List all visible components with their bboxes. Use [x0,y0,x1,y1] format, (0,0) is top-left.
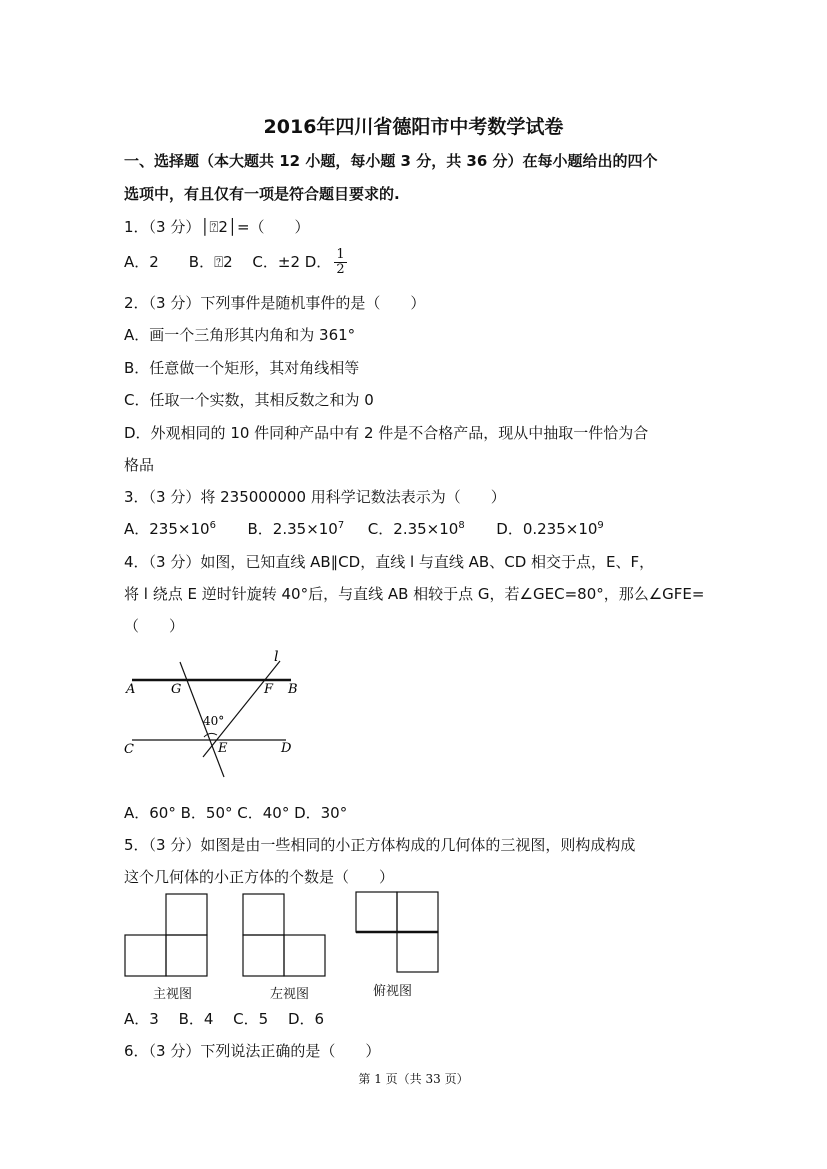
front-view [125,894,207,976]
q3-option-c [368,520,465,538]
q6-stem: 6．（3 分）下列说法正确的是（ ） [124,1042,381,1060]
q3-option-b [248,520,345,538]
left-view [243,894,325,976]
q3-option-a [124,520,216,538]
label-c: C [124,742,134,757]
q4-stem-line3: （ ） [124,617,185,635]
q3-option-a-exponent: 6 [209,520,216,531]
q2-option-d-line2: 格品 [124,456,155,474]
q4-figure [118,645,318,785]
q5-stem-line1: 5．（3 分）如图是由一些相同的小正方体构成的几何体的三视图，则构成构成 [124,836,636,854]
label-g: G [171,682,182,697]
q3-option-c-base: C．2.35×10 [367,520,459,538]
q1-fraction-numerator: 1 [336,247,345,262]
label-f: F [264,682,274,697]
q3-options [124,518,604,539]
angle-arc [204,733,217,737]
q3-option-b-base: B．2.35×10 [247,520,338,538]
label-a: A [126,682,136,697]
q2-option-d-line1: D．外观相同的 10 件同种产品中有 2 件是不合格产品，现从中抽取一件恰为合 [124,424,649,442]
label-b: B [288,682,298,697]
q2-stem: 2．（3 分）下列事件是随机事件的是（ ） [124,294,426,312]
q3-option-c-exponent: 8 [458,520,465,531]
q3-option-d [496,520,604,538]
label-l: l [274,649,279,665]
front-view-label: 主视图 [153,987,193,1002]
q5-stem-line2: 这个几何体的小正方体的个数是（ ） [124,868,395,886]
section-heading-line1: 一、选择题（本大题共 12 小题，每小题 3 分，共 36 分）在每小题给出的四个 [124,152,658,170]
q3-stem: 3．（3 分）将 235000000 用科学记数法表示为（ ） [124,488,506,506]
page-title: 2016年四川省德阳市中考数学试卷 [263,116,564,138]
q3-option-d-base: D．0.235×10 [496,520,598,538]
q3-option-b-exponent: 7 [337,520,345,531]
top-view-label: 俯视图 [373,984,413,999]
q4-stem-line2: 将 l 绕点 E 逆时针旋转 40°后，与直线 AB 相较于点 G，若∠GEC=80°，那么∠GFE= [124,585,705,603]
label-d: D [281,741,292,756]
q5-three-views-figure [120,890,450,982]
q3-option-d-exponent: 9 [597,520,604,531]
label-e: E [218,741,228,756]
q3-option-a-base: A．235×10 [124,520,210,538]
q5-options: A．3 B．4 C．5 D．6 [124,1010,325,1028]
q2-option-a: A．画一个三角形其内角和为 361° [124,326,356,344]
q1-options-text: A．2 B．⍰2 C．±2 D． [124,253,332,271]
q4-options: A．60° B．50° C．40° D．30° [124,804,348,822]
q1-options [124,248,347,277]
left-view-label: 左视图 [270,987,310,1002]
section-heading-line2: 选项中，有且仅有一项是符合题目要求的. [124,185,400,203]
q1-fraction-denominator: 2 [336,262,345,277]
line-l [203,661,280,757]
q4-stem-line1: 4．（3 分）如图，已知直线 AB∥CD，直线 l 与直线 AB、CD 相交于点，E、F， [124,553,655,571]
q2-option-b: B．任意做一个矩形，其对角线相等 [124,359,360,377]
top-view [356,892,438,972]
q1-fraction [334,248,346,277]
q1-stem: 1．（3 分）│⍰2│=（ ） [124,218,310,236]
page-footer: 第 1 页（共 33 页） [358,1072,469,1086]
q2-option-c: C．任取一个实数，其相反数之和为 0 [124,391,374,409]
label-angle-40: 40° [203,714,225,728]
